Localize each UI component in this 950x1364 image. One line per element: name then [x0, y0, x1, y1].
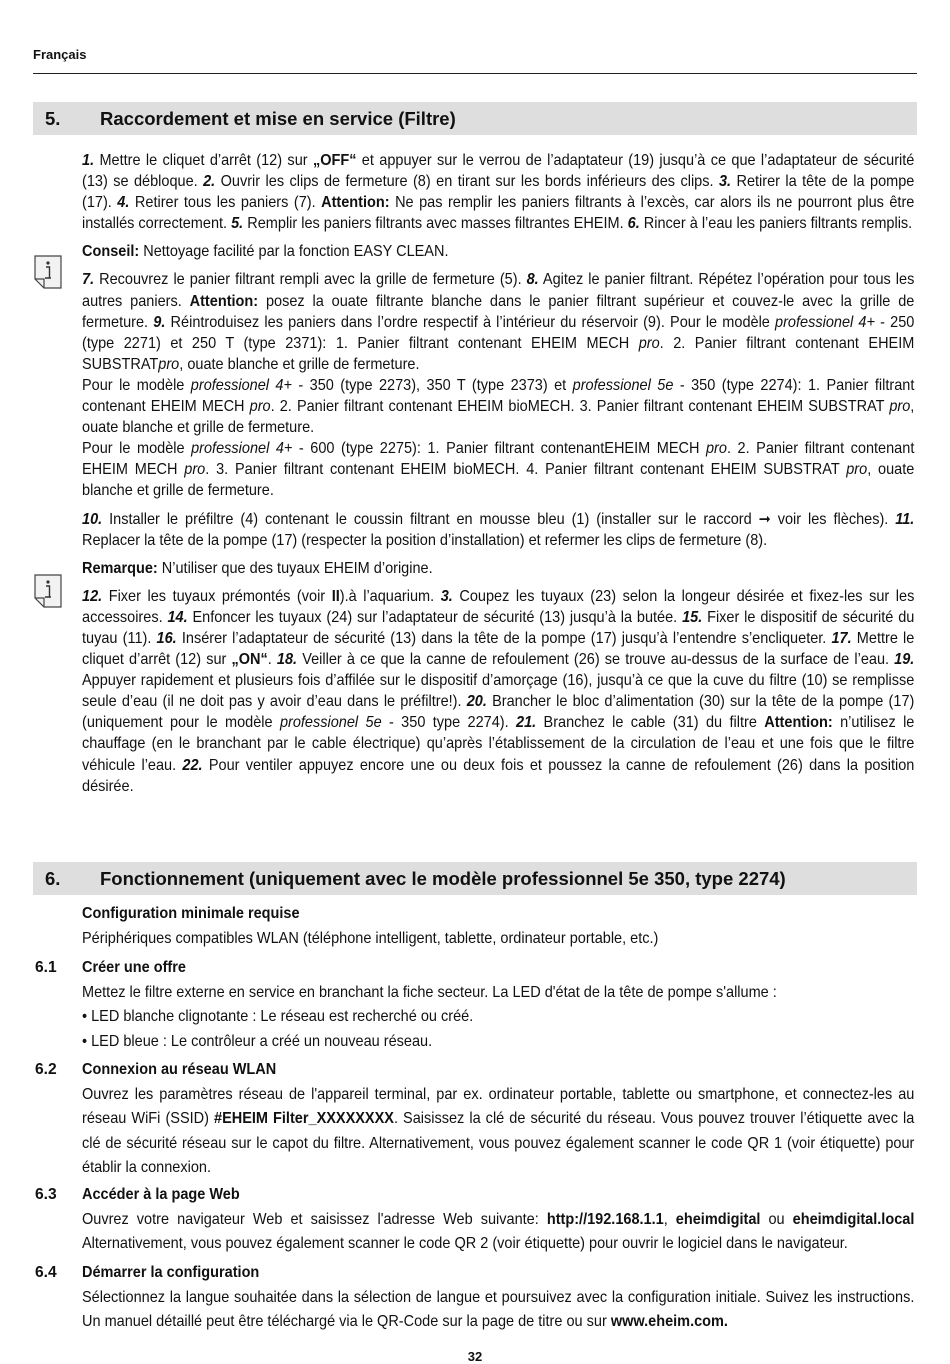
text-run: 2.	[203, 173, 216, 191]
text-run: , ouate blanche et grille de fermeture.	[179, 355, 420, 373]
text-run: 22.	[182, 756, 203, 774]
subsection-6-3-number: 6.3	[35, 1186, 57, 1203]
text-run: ou	[760, 1210, 793, 1228]
paragraph	[82, 438, 914, 501]
text-run: http://192.168.1.1	[546, 1210, 664, 1228]
text-run: professionel 4+	[775, 313, 875, 331]
text-run: Replacer la tête de la pompe (17) (respecter la position d’installation) et refermer les clips de fermeture (8).	[82, 531, 768, 549]
text-run: Pour le modèle	[82, 440, 192, 458]
text-run: pro	[249, 398, 271, 416]
paragraph	[82, 150, 914, 234]
text-run: 10.	[82, 510, 103, 528]
min-config-title: Configuration minimale requise	[82, 905, 300, 922]
text-run: Nettoyage facilité par la fonction EASY CLEAN.	[139, 243, 449, 261]
text-run: Conseil:	[82, 243, 140, 261]
text-run: Fixer les tuyaux prémontés (voir	[102, 587, 332, 605]
text-run: Attention:	[764, 714, 833, 732]
text-run: 21.	[516, 714, 537, 732]
text-run: Pour ventiler appuyez encore une ou deux fois et poussez la canne de refoulement (26) dans la position désirée.	[82, 756, 915, 795]
text-run: - 350 (type 2273), 350 T (type 2373) et	[291, 376, 573, 394]
text-run: Attention:	[189, 292, 259, 310]
text-run: 9.	[153, 313, 166, 331]
subsection-6-4-number: 6.4	[35, 1264, 57, 1281]
text-run: 19.	[894, 651, 915, 669]
section-5-body	[82, 150, 914, 797]
text-run: . Saisissez la clé de sécurité du réseau. Vous pouvez trouver l’étiquette avec la clé de sécurité réseau sur le capot du filtre. Alternativement, vous pouvez également scanner le code QR 1 (voir étiquette) pour établir la connexion.	[82, 1110, 915, 1176]
subsection-6-1	[82, 956, 914, 1054]
text-run: Mettre le cliquet d’arrêt (12) sur	[82, 629, 915, 669]
text-run: eheimdigital	[675, 1210, 761, 1228]
header-language: Français	[33, 47, 87, 62]
subsection-6-2-number: 6.2	[35, 1061, 57, 1078]
page-number: 32	[467, 1349, 483, 1364]
section-5-heading	[33, 102, 917, 135]
text-run: . 3. Panier filtrant contenant EHEIM bioMECH. 4. Panier filtrant contenant EHEIM SUBSTRAT	[205, 461, 847, 479]
text-run: 3.	[440, 587, 453, 605]
text-run: professionel 4+	[191, 440, 293, 458]
info-note-icon	[34, 255, 62, 289]
text-run: pro	[846, 461, 868, 479]
text-run: 18.	[276, 651, 298, 669]
text-run: 1.	[82, 152, 95, 169]
text-run: pro	[158, 355, 180, 373]
text-run: 14.	[167, 608, 188, 626]
text-run: 3.	[718, 173, 732, 191]
remark-text	[82, 558, 914, 579]
text-run: Remplir les paniers filtrants avec masses filtrantes EHEIM.	[243, 215, 628, 233]
subsection-6-3-text	[82, 1208, 914, 1257]
text-run: , ouate blanche et grille de fermeture.	[82, 398, 915, 437]
text-run: Retirer la tête de la pompe (17).	[82, 173, 915, 212]
text-run: Ouvrez les paramètres réseau de l'appareil terminal, par ex. ordinateur portable, tablette ou smartphone, et connectez-les au réseau WiFi (SSID)	[82, 1085, 915, 1127]
text-run: professionel 5e	[279, 714, 382, 732]
text-run: Rincer à l’eau les paniers filtrants remplis.	[639, 215, 913, 233]
text-run: 12.	[82, 587, 103, 605]
text-run: Appuyer rapidement et plusieurs fois d’affilée sur le dispositif d’amorçage (16), jusqu’à ce que la cuve du filtre (10) se remplisse seule d’eau (il ne doit pas y avoir d’eau dans le préfiltre!).	[82, 672, 915, 711]
text-run: Ne pas remplir les paniers filtrants à l’excès, car alors ils ne pourront plus être installés correctement.	[82, 194, 915, 233]
text-run: 4.	[117, 194, 130, 212]
subsection-6-4-text	[82, 1286, 914, 1335]
text-run: Branchez le cable (31) du filtre	[536, 714, 765, 732]
text-run: Sélectionnez la langue souhaitée dans la sélection de langue et poursuivez avec la configuration initiale. Suivez les instructions. Un manuel détaillé peut être téléchargé via le QR-Code sur la page de titre ou sur	[82, 1288, 915, 1330]
section-6-heading	[33, 862, 917, 895]
text-run: pro	[184, 461, 206, 479]
text-run: Insérer l’adaptateur de sécurité (13) dans la tête de la pompe (17) jusqu’à l’entendre s’encliqueter.	[176, 629, 832, 647]
text-run: Mettre le cliquet d’arrêt (12) sur	[94, 152, 313, 169]
min-config-text: Périphériques compatibles WLAN (téléphone intelligent, tablette, ordinateur portable, etc.)	[82, 929, 659, 947]
text-run: 11.	[895, 510, 915, 528]
text-run: II	[331, 587, 340, 605]
text-run: N’utiliser que des tuyaux EHEIM d’origine.	[157, 559, 433, 577]
text-run: 16.	[156, 629, 177, 647]
text-run: Ouvrez votre navigateur Web et saisissez l'adresse Web suivante:	[82, 1210, 547, 1228]
text-run: Veiller à ce que la canne de refoulement (26) se trouve au-dessus de la surface de l’eau.	[297, 651, 895, 669]
text-run: eheimdigital.local	[792, 1210, 915, 1228]
text-run: #EHEIM Filter_XXXXXXXX	[214, 1110, 394, 1127]
section-6-title: Fonctionnement (uniquement avec le modèle professionnel 5e 350, type 2274)	[100, 867, 786, 889]
subsection-6-2-title: Connexion au réseau WLAN	[82, 1061, 277, 1078]
paragraph	[82, 269, 914, 374]
text-run: Recouvrez le panier filtrant rempli avec la grille de fermeture (5).	[94, 271, 527, 289]
text-run: Alternativement, vous pouvez également scanner le code QR 2 (voir étiquette) pour ouvrir le logiciel dans le navigateur.	[82, 1235, 848, 1252]
tip-text	[82, 241, 914, 262]
text-run: Remarque:	[82, 559, 158, 577]
text-run: - 250 (type 2271) et 250 T (type 2371): 1. Panier filtrant contenant EHEIM MECH	[82, 313, 915, 352]
subsection-6-1-line: • LED bleue : Le contrôleur a créé un nouveau réseau.	[82, 1032, 433, 1050]
text-run: - 600 (type 2275): 1. Panier filtrant contenantEHEIM MECH	[292, 440, 706, 458]
text-run: Agitez le panier filtrant. Répétez l’opération pour tous les autres paniers.	[82, 271, 915, 310]
text-run: „ON“	[231, 651, 268, 669]
text-run: 5.	[231, 215, 244, 233]
subsection-6-4	[82, 1261, 914, 1335]
section-5-title: Raccordement et mise en service (Filtre)	[100, 107, 456, 129]
text-run: Retirer tous les paniers (7).	[129, 194, 322, 212]
text-run: pro	[638, 334, 660, 352]
text-run: Pour le modèle	[82, 376, 191, 394]
text-run: - 350 (type 2274): 1. Panier filtrant contenant EHEIM MECH	[82, 376, 915, 416]
paragraph	[82, 586, 914, 797]
text-run: www.eheim.com.	[610, 1313, 728, 1330]
header-rule	[33, 73, 917, 74]
text-run: ,	[663, 1210, 676, 1228]
text-run: et appuyer sur le verrou de l’adaptateur (19) jusqu’à ce que l’adaptateur de sécurité (13) se débloque.	[82, 152, 915, 191]
text-run: .	[267, 651, 277, 669]
text-run: posez la ouate filtrante blanche dans le panier filtrant supérieur et couvez-le avec la grille de fermeture.	[82, 292, 915, 331]
text-run: Fixer le dispositif de sécurité du tuyau (11).	[82, 608, 915, 647]
text-run: . 2. Panier filtrant contenant EHEIM MECH	[82, 440, 915, 479]
text-run: - 350 type 2274).	[381, 714, 517, 732]
paragraph	[82, 375, 914, 438]
text-run: 20.	[466, 693, 487, 711]
section-6-number: 6.	[45, 867, 61, 889]
text-run: Attention:	[321, 194, 390, 212]
subsection-6-3-title: Accéder à la page Web	[82, 1186, 240, 1203]
text-run: Réintroduisez les paniers dans l’ordre respectif à l’intérieur du réservoir (9). Pour le modèle	[165, 313, 776, 331]
text-run: Installer le préfiltre (4) contenant le coussin filtrant en mousse bleu (1) (installer sur le raccord ➞ voir les flèches).	[102, 510, 896, 528]
info-note-icon	[34, 574, 62, 608]
text-run: , ouate blanche et grille de fermeture.	[82, 461, 915, 500]
min-config-block	[82, 902, 914, 951]
subsection-6-1-title: Créer une offre	[82, 959, 186, 976]
text-run: pro	[889, 398, 911, 416]
text-run: . 2. Panier filtrant contenant EHEIM SUBSTRAT	[82, 334, 915, 373]
subsection-6-2	[82, 1058, 914, 1181]
subsection-6-1-line: • LED blanche clignotante : Le réseau est recherché ou créé.	[82, 1008, 474, 1025]
text-run: n’utilisez le chauffage (en le branchant par le cable électrique) qu’après l’établissement de la circulation de l’eau et une fois que le filtre véhicule l’eau.	[82, 714, 915, 774]
text-run: 8.	[526, 271, 539, 289]
text-run: 17.	[831, 629, 852, 647]
text-run: Coupez les tuyaux (23) selon la longeur désirée et fixez-les sur les accessoires.	[82, 587, 915, 626]
subsection-6-1-number: 6.1	[35, 959, 57, 976]
text-run: „OFF“	[312, 152, 357, 169]
text-run: Ouvrir les clips de fermeture (8) en tirant sur les bords inférieurs des clips.	[215, 173, 719, 191]
subsection-6-2-text	[82, 1083, 914, 1181]
subsection-6-3	[82, 1183, 914, 1257]
text-run: Enfoncer les tuyaux (24) sur l’adaptateur de sécurité (13) jusqu’à la butée.	[187, 608, 683, 626]
text-run: 7.	[82, 271, 95, 289]
text-run: pro	[705, 440, 727, 458]
text-run: . 2. Panier filtrant contenant EHEIM bioMECH. 3. Panier filtrant contenant EHEIM SUBSTRAT	[270, 398, 890, 416]
section-5-number: 5.	[45, 107, 61, 129]
text-run: Brancher le bloc d’alimentation (30) sur la tête de la pompe (17) (uniquement pour le modèle	[82, 693, 915, 732]
paragraph	[82, 509, 914, 551]
subsection-6-1-line: Mettez le filtre externe en service en branchant la fiche secteur. La LED d'état de la tête de pompe s'allume :	[82, 983, 777, 1001]
text-run: ).à l’aquarium.	[339, 587, 441, 605]
text-run: professionel 4+	[190, 376, 292, 394]
text-run: 6.	[627, 215, 640, 233]
text-run: professionel 5e	[572, 376, 674, 394]
text-run: 15.	[682, 608, 703, 626]
subsection-6-4-title: Démarrer la configuration	[82, 1264, 260, 1281]
